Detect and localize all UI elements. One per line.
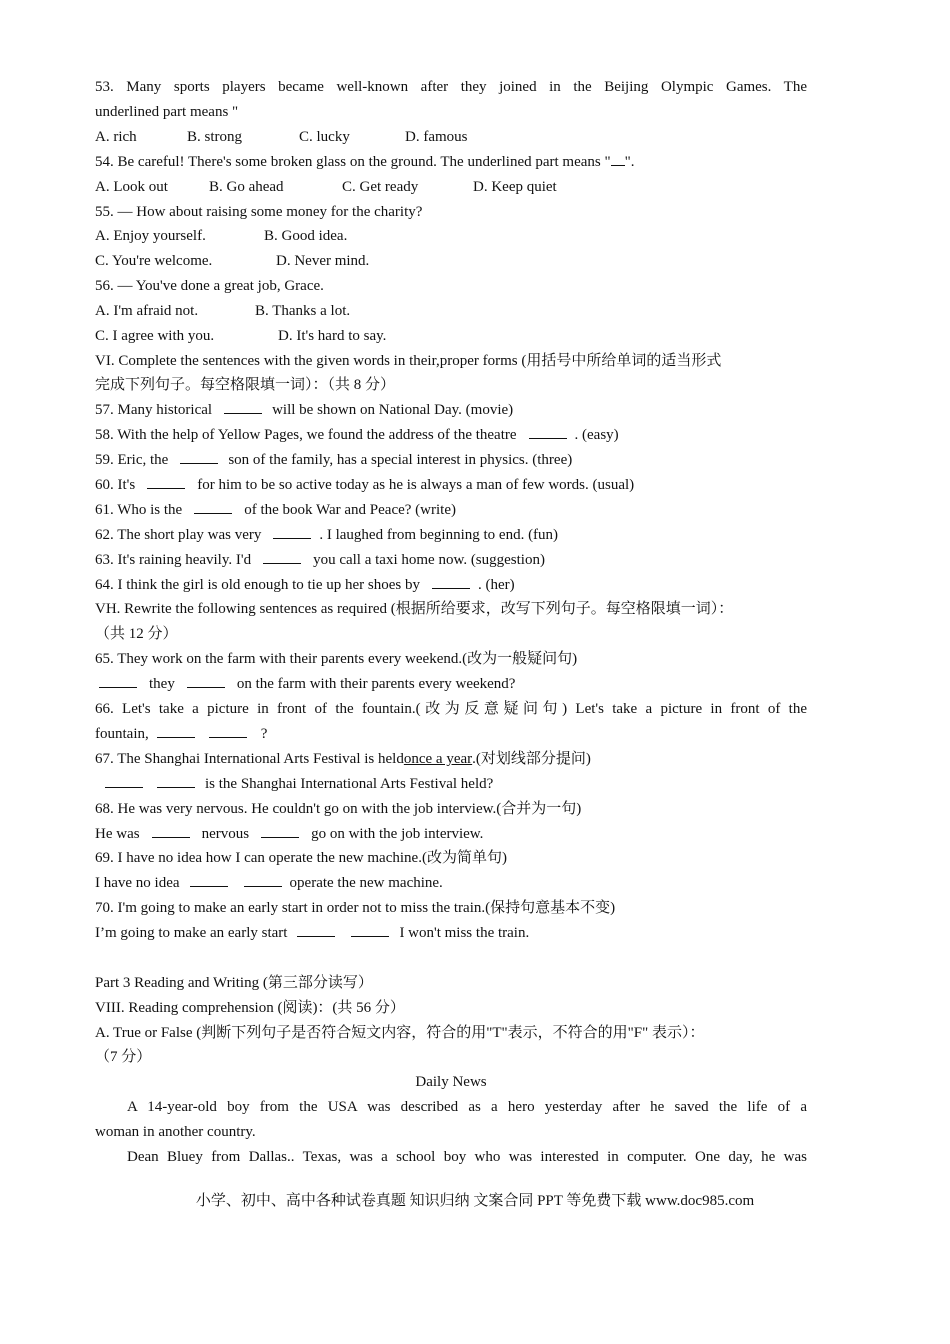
q55-stem: 55. ― How about raising some money for the charity? [95,204,423,220]
q55-options-1 [95,225,807,247]
q55-option-d: D. Never mind. [276,253,370,269]
q64-text-a: 64. I think the girl is old enough to tie up her shoes by [95,577,420,593]
section-a-heading-cont: （7 分） [95,1049,152,1065]
q69-text-b: operate the new machine. [289,875,443,891]
q59-blank [180,449,218,464]
section-viii-heading: VIII. Reading comprehension (阅读)：(共 56 分） [95,1000,405,1016]
q62-blank [273,524,311,539]
section-a-heading: A. True or False (判断下列句子是否符合短文内容，符合的用"T"表示，不符合的用"F" 表示）： [95,1025,705,1041]
q67-stem [95,748,807,770]
q59-text-a: 59. Eric, the [95,452,169,468]
q53-option-d: D. famous [405,129,468,145]
q67-answer [95,773,807,795]
q55-options-2 [95,250,807,272]
q68-text-b: nervous [201,826,250,842]
q56-stem: 56. ― You've done a great job, Grace. [95,278,324,294]
q54-stem-end: ". [624,154,635,170]
page-footer: 小学、初中、高中各种试卷真题 知识归纳 文案合同 PPT 等免费下载 www.doc985.com [195,1193,755,1209]
q57-text-b: will be shown on National Day. (movie) [272,402,514,418]
q70-blank-1 [297,922,335,937]
q68-text-c: go on with the job interview. [311,826,484,842]
q54-option-d: D. Keep quiet [473,179,557,195]
q63-text-a: 63. It's raining heavily. I'd [95,552,252,568]
article-title: Daily News [415,1074,487,1090]
q68-blank-1 [152,823,190,838]
q56-option-c: C. I agree with you. [95,328,215,344]
q57-blank [224,399,262,414]
q69-blank-1 [190,872,228,887]
section-vii-heading-cont: （共 12 分） [95,626,178,642]
q58-blank [529,424,567,439]
q55-option-b: B. Good idea. [264,228,348,244]
q53-option-c: C. lucky [299,129,350,145]
article-paragraph-2-line-1: Dean Bluey from Dallas.. Texas, was a school boy who was interested in computer. One day, he was [127,1149,807,1165]
q65-blank-1 [99,673,137,688]
q69-answer [95,872,807,894]
q63-text-b: you call a taxi home now. (suggestion) [313,552,545,568]
q53-option-b: B. strong [187,129,243,145]
q55-option-a: A. Enjoy yourself. [95,228,206,244]
q54-option-b: B. Go ahead [209,179,284,195]
q65-text-a: they [149,676,175,692]
q61-text-b: of the book War and Peace? (write) [244,502,456,518]
q67-stem-end: .(对划线部分提问) [472,751,591,767]
q68-blank-2 [261,823,299,838]
q58 [95,424,807,446]
q64 [95,574,807,596]
q65-answer [95,673,807,695]
q59 [95,449,807,471]
q54-stem-text: 54. Be careful! There's some broken glass on the ground. The underlined part means " [95,154,611,170]
q69-stem: 69. I have no idea how I can operate the new machine.(改为简单句) [95,850,507,866]
q57 [95,399,807,421]
section-vii-heading: VH. Rewrite the following sentences as required (根据所给要求，改写下列句子。每空格限填一词）： [95,601,734,617]
q65-stem: 65. They work on the farm with their parents every weekend.(改为一般疑问句) [95,651,578,667]
q70-answer [95,922,807,944]
q69-blank-2 [244,872,282,887]
q59-text-b: son of the family, has a special interest in physics. (three) [228,452,573,468]
q54-option-a: A. Look out [95,179,168,195]
q56-option-d: D. It's hard to say. [278,328,387,344]
q60-text-b: for him to be so active today as he is always a man of few words. (usual) [197,477,635,493]
q58-text-b: . (easy) [574,427,619,443]
part3-heading: Part 3 Reading and Writing (第三部分读写） [95,975,373,991]
q53-options [95,126,807,148]
q66-blank-2 [209,723,247,738]
q67-blank-1 [105,773,143,788]
q68-answer [95,823,807,845]
q68-text-a: He was [95,826,140,842]
q62 [95,524,807,546]
q66-text-a: fountain, [95,726,149,742]
q53-option-a: A. rich [95,129,137,145]
q70-text-a: I’m going to make an early start [95,925,288,941]
article-paragraph-1-line-2: woman in another country. [95,1124,256,1140]
q56-options-1 [95,300,807,322]
q61-blank [194,499,232,514]
section-vi-heading: VI. Complete the sentences with the given words in their,proper forms (用括号中所给单词的适当形式 [95,353,722,369]
q67-text-a: is the Shanghai International Arts Festival held? [205,776,494,792]
q61-text-a: 61. Who is the [95,502,183,518]
q70-blank-2 [351,922,389,937]
q57-text-a: 57. Many historical [95,402,213,418]
q60-text-a: 60. It's [95,477,136,493]
q64-text-b: . (her) [477,577,515,593]
q53-stem-cont: underlined part means " [95,104,239,120]
article-paragraph-1-line-1: A 14-year-old boy from the USA was described as a hero yesterday after he saved the life of a [127,1099,807,1115]
q66-blank-1 [157,723,195,738]
q54-options [95,176,807,198]
q62-text-a: 62. The short play was very [95,527,262,543]
q67-blank-2 [157,773,195,788]
q55-option-c: C. You're welcome. [95,253,213,269]
q65-text-b: on the farm with their parents every weekend? [236,676,516,692]
q56-options-2 [95,325,807,347]
q64-blank [432,574,470,589]
q65-blank-2 [187,673,225,688]
q53-stem: 53. Many sports players became well-known after they joined in the Beijing Olympic Games. The [95,79,807,95]
q66-answer [95,723,807,745]
q56-option-b: B. Thanks a lot. [255,303,351,319]
q60 [95,474,807,496]
q63-blank [263,549,301,564]
q69-text-a: I have no idea [95,875,180,891]
section-vi-heading-cont: 完成下列句子。每空格限填一词）：（共 8 分） [95,377,396,393]
q56-option-a: A. I'm afraid not. [95,303,199,319]
q60-blank [147,474,185,489]
q67-stem-text: 67. The Shanghai International Arts Festival is held [95,751,404,767]
q66-text-b: ? [260,726,268,742]
q70-text-b: I won't miss the train. [399,925,530,941]
q61 [95,499,807,521]
q62-text-b: . I laughed from beginning to end. (fun) [319,527,559,543]
q54-blank [611,151,625,166]
q68-stem: 68. He was very nervous. He couldn't go on with the job interview.(合并为一句) [95,801,582,817]
q70-stem: 70. I'm going to make an early start in order not to miss the train.(保持句意基本不变) [95,900,616,916]
q58-text-a: 58. With the help of Yellow Pages, we found the address of the theatre [95,427,517,443]
q63 [95,549,807,571]
q67-underlined-part: once a year [403,751,473,767]
q66-stem: 66. Let's take a picture in front of the fountain.(改为反意疑问句) Let's take a picture in front of the [95,701,807,717]
q54-option-c: C. Get ready [342,179,419,195]
q54-stem [95,151,807,173]
